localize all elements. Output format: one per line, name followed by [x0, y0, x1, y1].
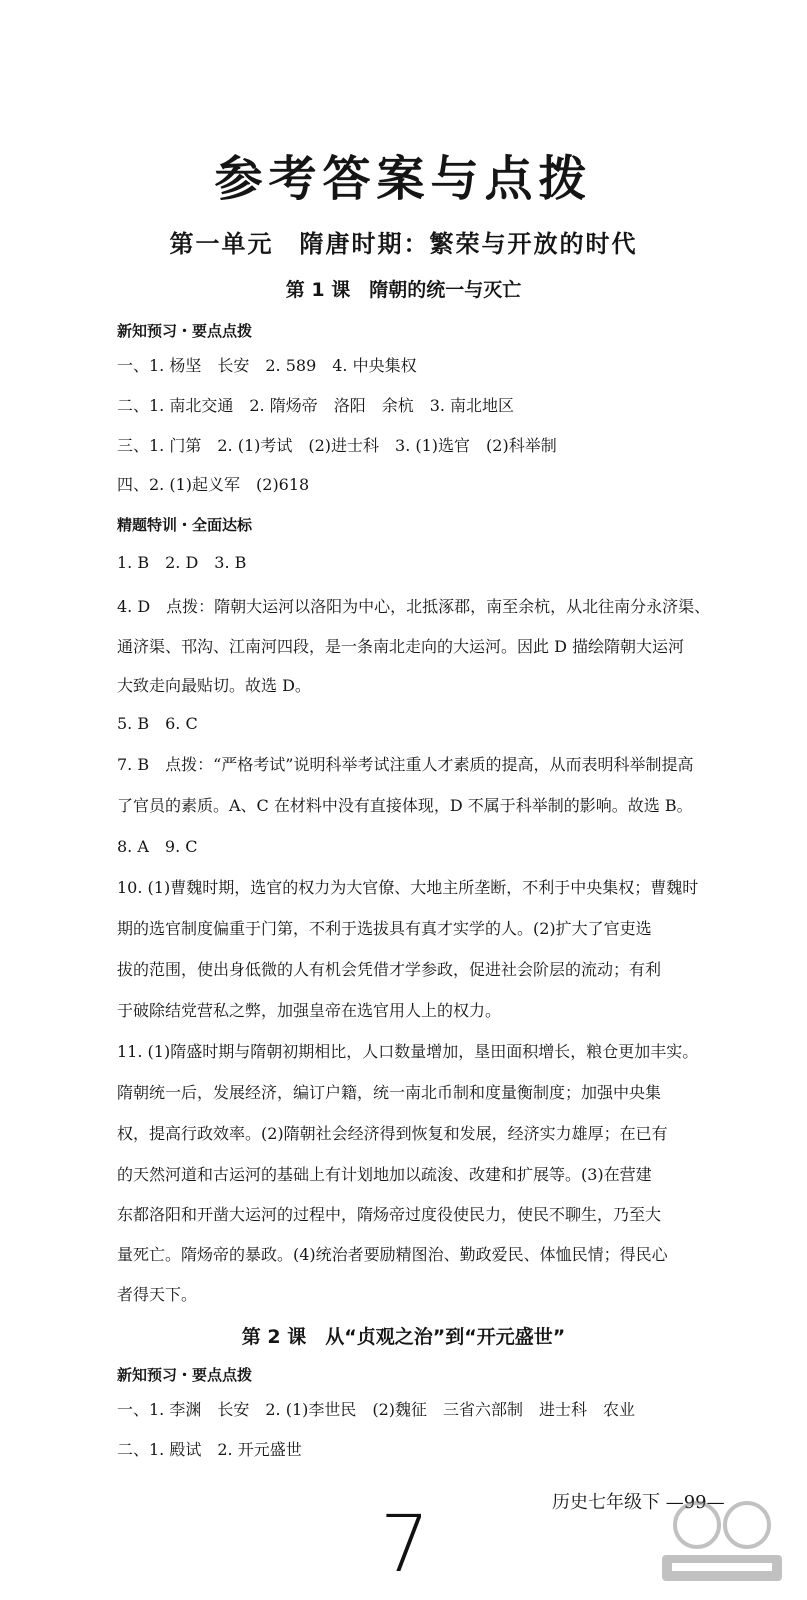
lesson-1-practice-section: 精题特训・全面达标: [117, 516, 253, 534]
answer-line: 权，提高行政效率。(2)隋朝社会经济得到恢复和发展，经济实力雄厚；在已有: [117, 1124, 668, 1143]
handwritten-page-number: 7: [380, 1500, 430, 1590]
answer-line: 者得天下。: [117, 1285, 198, 1304]
answer-line: 4. D 点拨：隋朝大运河以洛阳为中心，北抵涿郡，南至余杭，从北往南分永济渠、: [117, 597, 711, 616]
answer-line: 7. B 点拨：“严格考试”说明科举考试注重人才素质的提高，从而表明科举制提高: [117, 755, 694, 774]
answer-line: 量死亡。隋炀帝的暴政。(4)统治者要励精图治、勤政爱民、体恤民情；得民心: [117, 1245, 668, 1264]
lesson-2-heading: 第 2 课 从“贞观之治”到“开元盛世”: [241, 1326, 566, 1348]
answer-line: 的天然河道和古运河的基础上有计划地加以疏浚、改建和扩展等。(3)在营建: [117, 1165, 652, 1184]
unit-heading: 第一单元 隋唐时期：繁荣与开放的时代: [169, 229, 638, 258]
answer-line: 8. A 9. C: [117, 837, 198, 856]
preview-line: 二、1. 殿试 2. 开元盛世: [117, 1440, 302, 1459]
answer-line: 10. (1)曹魏时期，选官的权力为大官僚、大地主所垄断，不利于中央集权；曹魏时: [117, 878, 699, 897]
lesson-2-preview-section: 新知预习・要点点拨: [117, 1366, 253, 1384]
answer-line: 隋朝统一后，发展经济，编订户籍，统一南北币制和度量衡制度；加强中央集: [117, 1083, 662, 1102]
answer-line: 通济渠、邗沟、江南河四段，是一条南北走向的大运河。因此 D 描绘隋朝大运河: [117, 637, 685, 656]
page-footer: 历史七年级下 —99—: [552, 1492, 725, 1513]
answer-line: 于破除结党营私之弊，加强皇帝在选官用人上的权力。: [117, 1001, 502, 1020]
preview-line: 一、1. 杨坚 长安 2. 589 4. 中央集权: [117, 356, 417, 375]
preview-line: 三、1. 门第 2. (1)考试 (2)进士科 3. (1)选官 (2)科举制: [117, 436, 557, 455]
lesson-1-heading: 第 1 课 隋朝的统一与灭亡: [285, 279, 522, 301]
answer-line: 了官员的素质。A、C 在材料中没有直接体现，D 不属于科举制的影响。故选 B。: [117, 796, 693, 815]
answer-line: 5. B 6. C: [117, 714, 198, 733]
page-title: 参考答案与点拨: [214, 151, 593, 207]
answer-line: 1. B 2. D 3. B: [117, 553, 247, 572]
watermark-logo: [642, 1495, 802, 1595]
lesson-1-preview-section: 新知预习・要点点拨: [117, 322, 253, 340]
preview-line: 二、1. 南北交通 2. 隋炀帝 洛阳 余杭 3. 南北地区: [117, 396, 515, 415]
answer-line: 大致走向最贴切。故选 D。: [117, 676, 311, 695]
preview-line: 一、1. 李渊 长安 2. (1)李世民 (2)魏征 三省六部制 进士科 农业: [117, 1400, 636, 1419]
answer-line: 11. (1)隋盛时期与隋朝初期相比，人口数量增加，垦田面积增长，粮仓更加丰实。: [117, 1042, 699, 1061]
answer-line: 东都洛阳和开凿大运河的过程中，隋炀帝过度役使民力，使民不聊生，乃至大: [117, 1205, 662, 1224]
answer-line: 拔的范围，使出身低微的人有机会凭借才学参政，促进社会阶层的流动；有利: [117, 960, 662, 979]
preview-line: 四、2. (1)起义军 (2)618: [117, 475, 310, 494]
answer-line: 期的选官制度偏重于门第，不利于选拔具有真才实学的人。(2)扩大了官吏选: [117, 919, 652, 938]
